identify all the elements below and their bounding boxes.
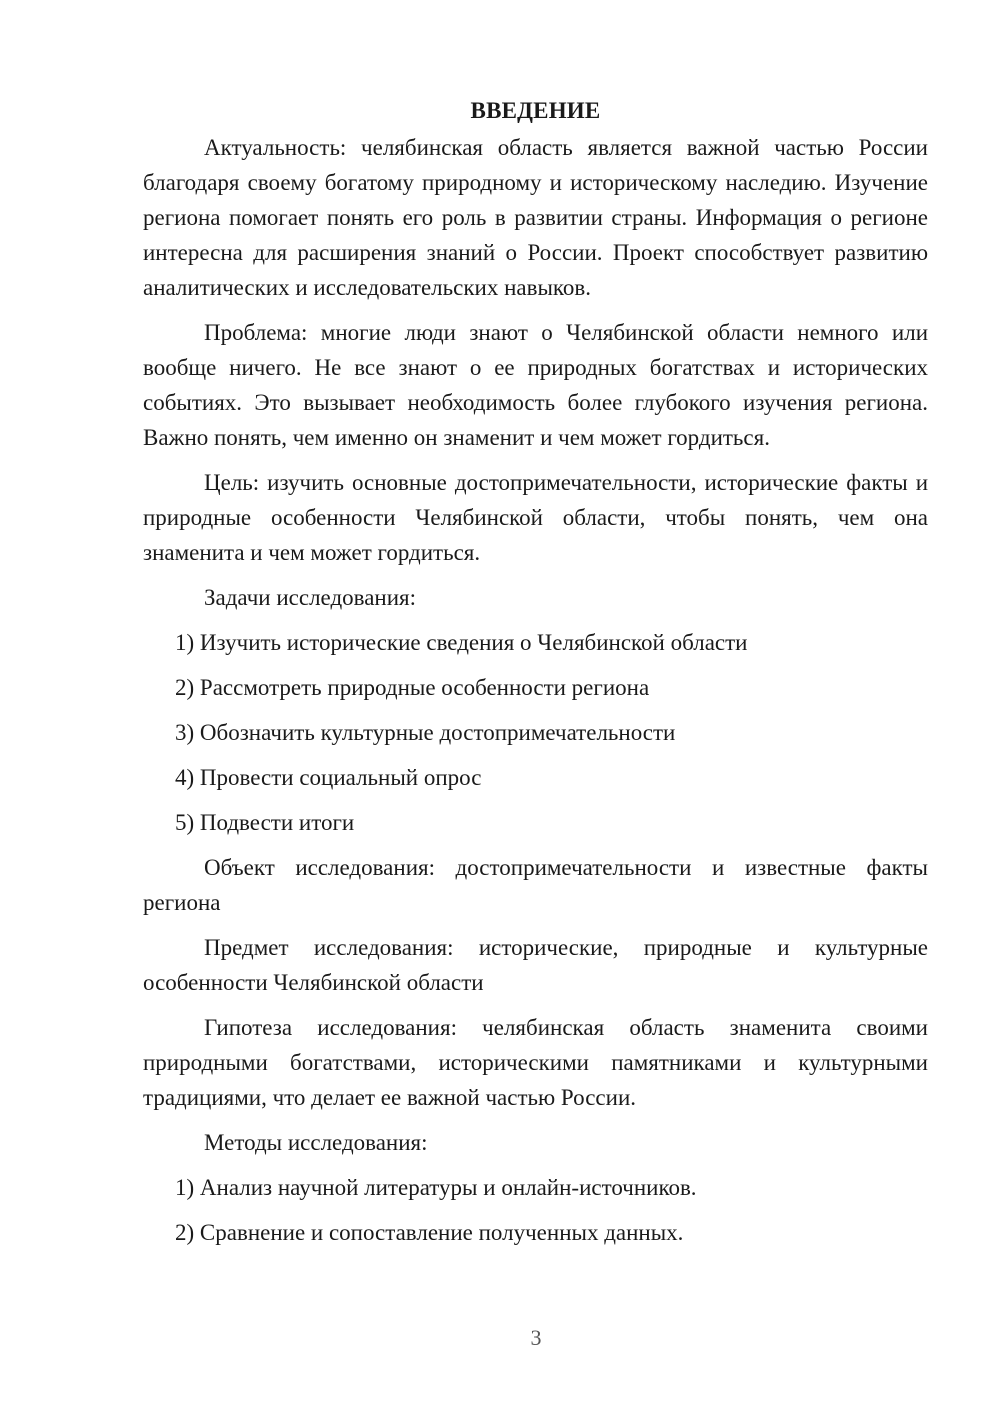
methods-heading: Методы исследования: xyxy=(204,1130,428,1155)
list-item: 2) Рассмотреть природные особенности региона xyxy=(175,675,650,700)
list-item: 1) Анализ научной литературы и онлайн-источников. xyxy=(175,1175,697,1200)
hypothesis-paragraph: Гипотеза исследования: челябинская область знаменита своими природными богатствами, историческими памятниками и культурными традициями, что делает ее важной частью России. xyxy=(143,1015,928,1110)
goal-paragraph: Цель: изучить основные достопримечательности, исторические факты и природные особенности Челябинской области, чтобы понять, чем она знаменита и чем может гордиться. xyxy=(143,470,928,565)
list-item: 5) Подвести итоги xyxy=(175,810,355,835)
list-item: 3) Обозначить культурные достопримечательности xyxy=(175,720,676,745)
object-paragraph: Объект исследования: достопримечательности и известные факты региона xyxy=(143,855,928,915)
list-item: 1) Изучить исторические сведения о Челябинской области xyxy=(175,630,748,655)
page-number: 3 xyxy=(530,1325,542,1350)
tasks-heading: Задачи исследования: xyxy=(204,585,417,610)
problem-paragraph: Проблема: многие люди знают о Челябинской области немного или вообще ничего. Не все знают о ее природных богатствах и исторических событиях. Это вызывает необходимость более глубокого изучения региона. Важно понять, чем именно он знаменит и чем может гордиться. xyxy=(143,320,928,450)
list-item: 4) Провести социальный опрос xyxy=(175,765,482,790)
tasks-list xyxy=(143,625,928,840)
list-item: 2) Сравнение и сопоставление полученных данных. xyxy=(175,1220,684,1245)
document-page xyxy=(143,93,928,1260)
methods-list xyxy=(143,1170,928,1250)
section-title: ВВЕДЕНИЕ xyxy=(470,98,601,123)
relevance-paragraph: Актуальность: челябинская область является важной частью России благодаря своему богатому природному и историческому наследию. Изучение региона помогает понять его роль в развитии страны. Информация о регионе интересна для расширения знаний о России. Проект способствует развитию аналитических и исследовательских навыков. xyxy=(143,135,928,300)
subject-paragraph: Предмет исследования: исторические, природные и культурные особенности Челябинской области xyxy=(143,935,928,995)
